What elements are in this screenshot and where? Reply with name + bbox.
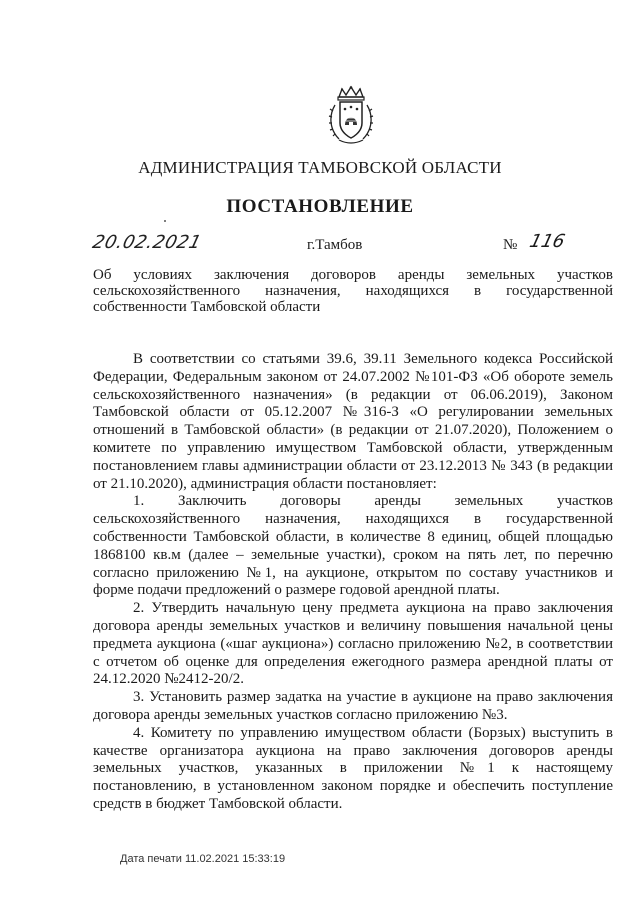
print-date: Дата печати 11.02.2021 15:33:19 (120, 853, 286, 865)
scan-speck (164, 220, 166, 222)
item-3-paragraph: 3. Установить размер задатка на участие в аукционе на право заключения договора аренды земельных участков согласно приложению №3. (93, 689, 613, 723)
item-1-paragraph: 1. Заключить договоры аренды земельных участков сельскохозяйственного назначения, находящихся в государственной собственности Тамбовской области, в количестве 8 единиц, общей площадью 1868100 кв.м (далее – земельные участки), сроком на пять лет, по перечню согласно приложению №1, на аукционе, открытом по составу участников и форме подачи предложений о размере годовой арендной платы. (93, 493, 613, 599)
preamble-paragraph: В соответствии со статьями 39.6, 39.11 Земельного кодекса Российской Федерации, Федеральным законом от 24.07.2002 №101-ФЗ «Об обороте земель сельскохозяйственного назначения» (в редакции от 06.06.2019), Законом Тамбовской области от 05.12.2007 №316-З «О регулировании земельных отношений в Тамбовской области» (в редакции от 21.07.2020), Положением о комитете по управлению имуществом Тамбовской области, утвержденным постановлением главы администрации области от 23.12.2013 № 343 (в редакции от 21.10.2020), администрация области постановляет: (93, 351, 613, 492)
number-label: № (503, 237, 518, 253)
document-subject: Об условиях заключения договоров аренды земельных участков сельскохозяйственного назначения, находящихся в государственной собственности Тамбовской области (93, 267, 613, 315)
coat-of-arms-icon (325, 85, 377, 147)
handwritten-date: 20.02.2021 (90, 232, 204, 253)
handwritten-document-number: 116 (527, 231, 567, 252)
item-4-paragraph: 4. Комитету по управлению имуществом области (Борзых) выступить в качестве организатора аукциона на право заключения договоров аренды земельных участков, указанных в приложении №1 к настоящему постановлению, в установленном законом порядке и обеспечить поступление средств в бюджет Тамбовской области. (93, 724, 613, 812)
document-type-title: ПОСТАНОВЛЕНИЕ (226, 196, 414, 217)
document-body (93, 351, 613, 814)
city-name: г.Тамбов (307, 237, 363, 253)
agency-name: АДМИНИСТРАЦИЯ ТАМБОВСКОЙ ОБЛАСТИ (138, 158, 502, 177)
item-2-paragraph: 2. Утвердить начальную цену предмета аукциона на право заключения договора аренды земельных участков и величину повышения начальной цены предмета аукциона («шаг аукциона») согласно приложению №2, в соответствии с отчетом об оценке для определения ежегодного размера арендной платы от 24.12.2020 №2412-20/2. (93, 600, 613, 688)
